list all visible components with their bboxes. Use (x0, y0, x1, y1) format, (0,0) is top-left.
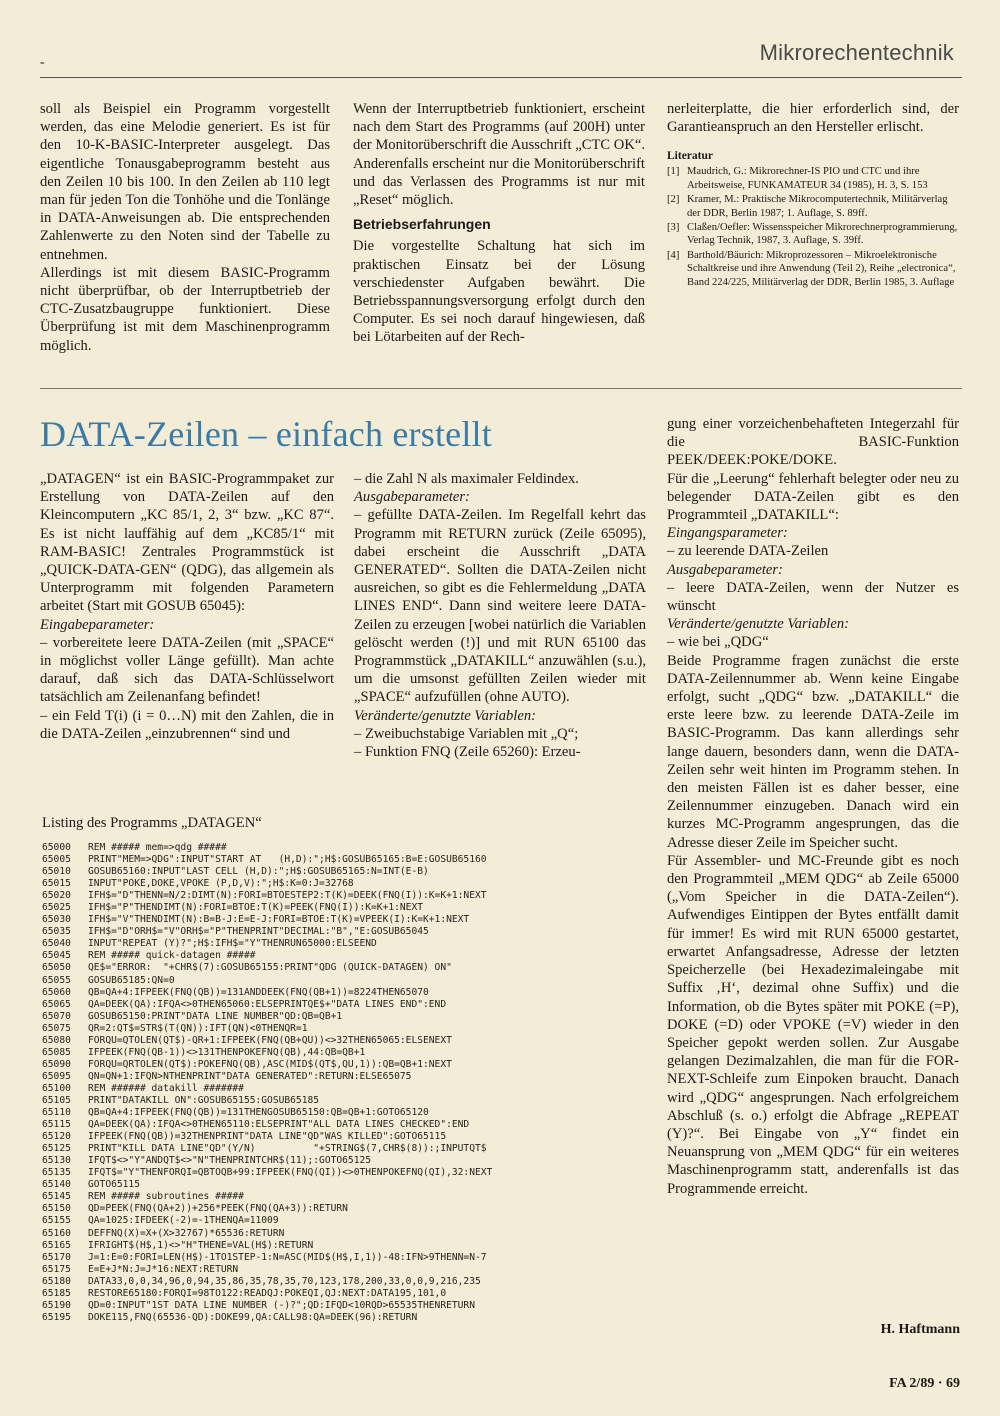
line-number: 65000 (42, 842, 71, 853)
code-line (42, 1276, 640, 1288)
line-number: 65030 (42, 914, 71, 926)
article-column-middle (354, 470, 646, 761)
literature-item: [1] Maudrich, G.: Mikrorechner-IS PIO und CTC und ihre Arbeitsweise, FUNKAMATEUR 34 (1985), H. 3, S. 153 (667, 166, 928, 191)
code-text: DATA33,0,0,34,96,0,94,35,86,35,78,35,70,123,178,200,33,0,0,9,216,235 (88, 1275, 481, 1287)
code-text: DEFFNQ(X)=X+(X>32767)*65536:RETURN (88, 1227, 285, 1239)
line-number: 65075 (42, 1022, 71, 1034)
code-line (42, 1143, 640, 1155)
subheading: Veränderte/genutzte Variablen: (354, 707, 536, 724)
code-line (42, 1167, 640, 1179)
code-line (42, 890, 640, 902)
code-text: REM ##### quick-datagen ##### (88, 950, 256, 962)
code-text: IFH$="D"THENN=N/2:DIMT(N):FORI=BTOESTEP2:T(K)=DEEK(FNQ(I)):K=K+1:NEXT (88, 890, 487, 902)
line-number: 65040 (42, 938, 71, 950)
paragraph: – die Zahl N als maximaler Feldindex. (354, 471, 579, 487)
code-line (42, 1288, 640, 1300)
code-line (42, 1083, 640, 1095)
line-number: 65055 (42, 974, 71, 986)
paragraph: – leere DATA-Zeilen, wenn der Nutzer es wünscht (667, 579, 959, 615)
line-number: 65170 (42, 1251, 71, 1263)
paragraph: – zu leerende DATA-Zeilen (667, 543, 829, 560)
code-line (42, 975, 640, 987)
line-number: 65195 (42, 1311, 71, 1323)
code-text: QE$="ERROR: "+CHR$(7):GOSUB65155:PRINT"QDG (QUICK-DATAGEN) ON" (88, 962, 452, 974)
code-text: DOKE115,FNQ(65536-QD):DOKE99,QA:CALL98:QA=DEEK(96):RETURN (88, 1311, 418, 1323)
code-line (42, 987, 640, 999)
code-text: QB=QA+4:IFPEEK(FNQ(QB))=131ANDDEEK(FNQ(QB+1))=8224THEN65070 (88, 986, 429, 998)
code-line (42, 1228, 640, 1240)
code-line (42, 999, 640, 1011)
line-number: 65115 (42, 1119, 71, 1131)
code-line (42, 1240, 640, 1252)
code-text: GOTO65115 (88, 1179, 140, 1191)
literature-item: [2] Kramer, M.: Praktische Mikrocomputertechnik, Militärverlag der DDR, Berlin 1987; 1. Auflage, S. 89ff. (667, 194, 948, 219)
paragraph: – ein Feld T(i) (i = 0…N) mit den Zahlen, die in die DATA-Zeilen „einzubrennen“ sind und (40, 707, 334, 742)
code-text: IFH$="P"THENDIMT(N):FORI=BTOE:T(K)=PEEK(FNQ(I)):K=K+1:NEXT (88, 902, 424, 914)
code-text: IFPEEK(FNQ(QB))=32THENPRINT"DATA LINE"QD"WAS KILLED":GOTO65115 (88, 1131, 447, 1143)
code-text: QB=QA+4:IFPEEK(FNQ(QB))=131THENGOSUB65150:QB=QB+1:GOTO65120 (88, 1107, 429, 1119)
top-column-2 (353, 100, 645, 347)
line-number: 65085 (42, 1046, 71, 1058)
paragraph: „DATAGEN“ ist ein BASIC-Programmpaket zur Erstellung von DATA-Zeilen auf den Kleincomputern „KC 85/1, 2, 3“ bzw. „KC 87“. Es ist nicht lauffähig auf dem „KC85/1“ mit RAM-BASIC! Zentrales Programmstück ist „QUICK-DATA-GEN“ (QDG), das allgemein als Unterprogramm mit folgenden Parametern arbeitet (Start mit GOSUB 65045): (40, 471, 334, 615)
line-number: 65120 (42, 1131, 71, 1143)
code-line (42, 842, 640, 854)
section-heading: Betriebserfahrungen (353, 216, 491, 233)
line-number: 65080 (42, 1034, 71, 1046)
code-line (42, 1023, 640, 1035)
line-number: 65135 (42, 1167, 71, 1179)
code-text: REM ##### subroutines ##### (88, 1191, 244, 1203)
line-number: 65095 (42, 1070, 71, 1082)
code-text: IFQT$="Y"THENFORQI=QBTOQB+99:IFPEEK(FNQ(QI))<>0THENPOKEFNQ(QI),32:NEXT (88, 1167, 493, 1179)
line-number: 65020 (42, 890, 71, 902)
code-line (42, 1252, 640, 1264)
code-line (42, 950, 640, 962)
code-line (42, 1179, 640, 1191)
code-line (42, 1071, 640, 1083)
subheading: Veränderte/genutzte Variablen: (667, 616, 849, 633)
code-line (42, 854, 640, 866)
paragraph: – Zweibuchstabige Variablen mit „Q“; (354, 725, 579, 742)
code-text: IFH$="V"THENDIMT(N):B=B-J:E=E-J:FORI=BTOE:T(K)=VPEEK(I):K=K+1:NEXT (88, 914, 470, 926)
line-number: 65025 (42, 902, 71, 914)
article-title: DATA-Zeilen – einfach erstellt (40, 414, 492, 454)
paragraph: – Funktion FNQ (Zeile 65260): Erzeu- (354, 744, 581, 761)
code-line (42, 1203, 640, 1215)
code-text: IFH$="D"ORH$="V"ORH$="P"THENPRINT"DECIMAL:"B","E:GOSUB65045 (88, 926, 429, 938)
paragraph: Für die „Leerung“ fehlerhaft belegter oder neu zu belegender DATA-Zeilen gibt es den Programmteil „DATAKILL“: (667, 470, 959, 524)
literature-item: [3] Claßen/Oefler: Wissensspeicher Mikrorechnerprogrammierung, Verlag Technik, 1987, 3. Auflage, S. 39ff. (667, 222, 958, 247)
code-line (42, 1312, 640, 1324)
code-text: GOSUB65160:INPUT"LAST CELL (H,D):";H$:GOSUB65165:N=INT(E-B) (88, 866, 429, 878)
line-number: 65155 (42, 1215, 71, 1227)
code-text: GOSUB65185:QN=0 (88, 974, 175, 986)
code-text: QD=PEEK(FNQ(QA+2))+256*PEEK(FNQ(QA+3)):RETURN (88, 1203, 348, 1215)
line-number: 65010 (42, 866, 71, 878)
paragraph: – gefüllte DATA-Zeilen. Im Regelfall kehrt das Programm mit RETURN zurück (Zeile 65095), dabei erscheint die Ausschrift „DATA GENERATED“. Sollten die DATA-Zeilen nicht ausreichen, so gibt es die Fehlermeldung „DATA LINES END“. Dann sind weitere leere DATA-Zeilen zu erzeugen [wobei natürlich die Variablen gelöscht werden (!)] und mit RUN 65100 das Programmstück „DATAKILL“ anzuwählen (s.u.), um die umsonst gefüllten Zeilen wieder mit „SPACE“ aufzufüllen (ohne AUTO). (354, 507, 646, 706)
literature-heading: Literatur (667, 150, 713, 163)
line-number: 65145 (42, 1191, 71, 1203)
top-column-3 (667, 100, 959, 290)
line-number: 65150 (42, 1203, 71, 1215)
literature-list (667, 165, 959, 289)
code-line (42, 926, 640, 938)
code-line (42, 1047, 640, 1059)
article-column-right (667, 415, 959, 1198)
section-divider (40, 388, 962, 389)
line-number: 65035 (42, 926, 71, 938)
line-number: 65105 (42, 1094, 71, 1106)
page-footer: FA 2/89 · 69 (889, 1376, 960, 1391)
code-text: GOSUB65150:PRINT"DATA LINE NUMBER"QD:QB=QB+1 (88, 1010, 343, 1022)
header-mark: - (40, 55, 45, 70)
code-text: IFRIGHT$(H$,1)<>"H"THENE=VAL(H$):RETURN (88, 1239, 314, 1251)
code-line (42, 962, 640, 974)
subheading: Ausgabeparameter: (354, 489, 470, 506)
paragraph: Die vorgestellte Schaltung hat sich im praktischen Einsatz bei der Lösung verschiedenster Aufgaben bewährt. Die Betriebsspannungsversorgung erfolgt durch den Computer. Es sei noch darauf hingewiesen, daß bei Lötarbeiten auf der Rech- (353, 238, 645, 346)
line-number: 65110 (42, 1107, 71, 1119)
code-line (42, 1264, 640, 1276)
code-text: FORQU=QRTOLEN(QT$):POKEFNQ(QB),ASC(MID$(QT$,QU,1)):QB=QB+1:NEXT (88, 1058, 452, 1070)
line-number: 65185 (42, 1287, 71, 1299)
code-text: E=E+J*N:J=J*16:NEXT:RETURN (88, 1263, 239, 1275)
code-line (42, 1131, 640, 1143)
line-number: 65165 (42, 1239, 71, 1251)
code-line (42, 1300, 640, 1312)
code-line (42, 1035, 640, 1047)
code-text: PRINT"DATAKILL ON":GOSUB65155:GOSUB65185 (88, 1094, 320, 1106)
paragraph: Für Assembler- und MC-Freunde gibt es noch den Programmteil „MEM QDG“ ab Zeile 65000 („Vom Speicher in die DATA-Zeilen“). Aufwendiges Eintippen der Bytes entfällt damit für immer! Es wird mit RUN 65000 gestartet, erwartet Anfangsadresse, Adresse der letzten Speicherzelle (bei Hexadezimaleingabe mit Suffix ‚H‘, dezimal ohne Suffix) und die Information, ob die Bytes später mit POKE (=P), DOKE (=D) oder VPOKE (=V) wieder in den Speicher gepokt werden sollen. Zur Ausgabe gelangen Dezimalzahlen, die man für die FOR-NEXT-Schleife zum Einpoken braucht. Danach wird „QDG“ angesprungen. Nach erfolgreichem Abschluß (s. o.) erfolgt die Abfrage „REPEAT (Y)?“. Bei Eingabe von „Y“ findet ein Neuansprung von „MEM QDG“ für ein weiteres Maschinenprogramm statt, anderenfalls ist das Programmende erreicht. (667, 852, 959, 1197)
subheading: Ausgabeparameter: (667, 561, 783, 578)
code-line (42, 1215, 640, 1227)
paragraph: – wie bei „QDG“ (667, 634, 769, 651)
code-line (42, 914, 640, 926)
paragraph: soll als Beispiel ein Programm vorgestellt werden, das eine Melodie generiert. Es ist für den 10-K-BASIC-Interpreter ausgelegt. Das eigentliche Tonausgabeprogramm besteht aus den Zeilen 10 bis 100. In den Zeilen ab 110 legt man für jeden Ton die Tonhöhe und die Tonlänge in DATA-Anweisungen ab. Die entsprechenden Zahlenwerte zu den Noten sind der Tabelle zu entnehmen. (40, 101, 330, 263)
literature-item: [4] Barthold/Bäurich: Mikroprozessoren – Mikroelektronische Schaltkreise und ihre Anwendung (Teil 2), Reihe „electronica“, Band 224/225, Militärverlag der DDR, Berlin 1985, 3. Auflage (667, 249, 956, 288)
code-text: PRINT"MEM=>QDG":INPUT"START AT (H,D):";H$:GOSUB65165:B=E:GOSUB65160 (88, 854, 487, 866)
code-text: INPUT"REPEAT (Y)?";H$:IFH$="Y"THENRUN65000:ELSEEND (88, 938, 377, 950)
code-line (42, 1119, 640, 1131)
code-line (42, 1095, 640, 1107)
code-text: QN=QN+1:IFQN>NTHENPRINT"DATA GENERATED":RETURN:ELSE65075 (88, 1070, 412, 1082)
code-text: QA=DEEK(QA):IFQA<>0THEN65110:ELSEPRINT"ALL DATA LINES CHECKED":END (88, 1119, 470, 1131)
line-number: 65060 (42, 986, 71, 998)
listing-title: Listing des Programms „DATAGEN“ (42, 815, 262, 831)
code-line (42, 878, 640, 890)
section-title: Mikrorechentechnik (759, 40, 954, 65)
code-line (42, 866, 640, 878)
code-line (42, 1155, 640, 1167)
line-number: 65190 (42, 1299, 71, 1311)
line-number: 65175 (42, 1263, 71, 1275)
paragraph: Beide Programme fragen zunächst die erste DATA-Zeilennummer ab. Wenn keine Eingabe erfolgt, sucht „QDG“ bzw. „DATAKILL“ die erste leere bzw. zu leerende DATA-Zeile im BASIC-Programm. Das kann allerdings sehr lange dauern, besonders dann, wenn die DATA-Zeilen sehr weit hinten im Programm stehen. In den meisten Fällen ist es daher besser, eine Zeilennummer einzugeben. Danach wird ein kurzes MC-Programm angesprungen, das die Adresse dieser Zeile im Speicher sucht. (667, 652, 959, 851)
code-line (42, 1011, 640, 1023)
code-text: QA=DEEK(QA):IFQA<>0THEN65060:ELSEPRINTQE$+"DATA LINES END":END (88, 998, 447, 1010)
line-number: 65070 (42, 1010, 71, 1022)
code-text: QD=0:INPUT"1ST DATA LINE NUMBER (-)?";QD:IFQD<10RQD>65535THENRETURN (88, 1299, 475, 1311)
code-text: PRINT"KILL DATA LINE"QD"(Y/N) "+STRING$(7,CHR$(8)):;INPUTQT$ (88, 1143, 487, 1155)
code-line (42, 1059, 640, 1071)
code-text: INPUT"POKE,DOKE,VPOKE (P,D,V):";H$:K=0:J=32768 (88, 878, 354, 890)
line-number: 65045 (42, 950, 71, 962)
line-number: 65065 (42, 998, 71, 1010)
article-column-left (40, 470, 334, 743)
line-number: 65140 (42, 1179, 71, 1191)
line-number: 65180 (42, 1275, 71, 1287)
header-rule (40, 77, 962, 78)
code-text: REM ###### datakill ####### (88, 1082, 244, 1094)
code-text: J=1:E=0:FORI=LEN(H$)-1TO1STEP-1:N=ASC(MID$(H$,I,1))-48:IFN>9THENN=N-7 (88, 1251, 487, 1263)
line-number: 65100 (42, 1082, 71, 1094)
line-number: 65015 (42, 878, 71, 890)
paragraph: gung einer vorzeichenbehafteten Integerzahl für die BASIC-Funktion PEEK/DEEK:POKE/DOKE. (667, 416, 959, 469)
paragraph: nerleiterplatte, die hier erforderlich sind, der Garantieanspruch an den Hersteller erlischt. (667, 101, 959, 136)
code-text: QA=1025:IFDEEK(-2)=-1THENQA=11009 (88, 1215, 279, 1227)
line-number: 65130 (42, 1155, 71, 1167)
code-text: FORQU=QTOLEN(QT$)-QR+1:IFPEEK(FNQ(QB+QU))<>32THEN65065:ELSENEXT (88, 1034, 452, 1046)
code-line (42, 1191, 640, 1203)
code-line (42, 902, 640, 914)
line-number: 65090 (42, 1058, 71, 1070)
code-line (42, 1107, 640, 1119)
subheading: Eingabeparameter: (40, 616, 155, 633)
paragraph: Wenn der Interruptbetrieb funktioniert, erscheint nach dem Start des Programms (auf 200H) unter der Monitorüberschrift die Ausschrift „CTC OK“. Anderenfalls erscheint nur die Monitorüberschrift und das Verlassen des Programms ist nur mit „Reset“ möglich. (353, 101, 645, 209)
code-listing (42, 842, 640, 1324)
paragraph: – vorbereitete leere DATA-Zeilen (mit „SPACE“ in möglichst voller Länge gefüllt). Man achte darauf, daß sich das DATA-Schlüsselwort tatsächlich am Zeilenanfang befindet! (40, 634, 334, 706)
line-number: 65125 (42, 1143, 71, 1155)
code-line (42, 938, 640, 950)
top-column-1 (40, 100, 330, 355)
code-text: QR=2:QT$=STR$(T(QN)):IFT(QN)<0THENQR=1 (88, 1022, 308, 1034)
code-text: IFPEEK(FNQ(QB-1))<>131THENPOKEFNQ(QB),44:QB=QB+1 (88, 1046, 366, 1058)
code-text: RESTORE65180:FORQI=98TO122:READQJ:POKEQI,QJ:NEXT:DATA195,101,0 (88, 1287, 447, 1299)
code-text: REM ##### mem=>qdg ##### (88, 842, 227, 853)
line-number: 65005 (42, 854, 71, 866)
paragraph: Allerdings ist mit diesem BASIC-Programm nicht überprüfbar, ob der Interruptbetrieb der CTC-Zusatzbaugruppe funktioniert. Diese Überprüfung ist mit dem Maschinenprogramm möglich. (40, 264, 330, 354)
line-number: 65050 (42, 962, 71, 974)
author-signature: H. Haftmann (880, 1322, 960, 1337)
subheading: Eingangsparameter: (667, 525, 788, 542)
line-number: 65160 (42, 1227, 71, 1239)
code-text: IFQT$<>"Y"ANDQT$<>"N"THENPRINTCHR$(11);:GOTO65125 (88, 1155, 372, 1167)
